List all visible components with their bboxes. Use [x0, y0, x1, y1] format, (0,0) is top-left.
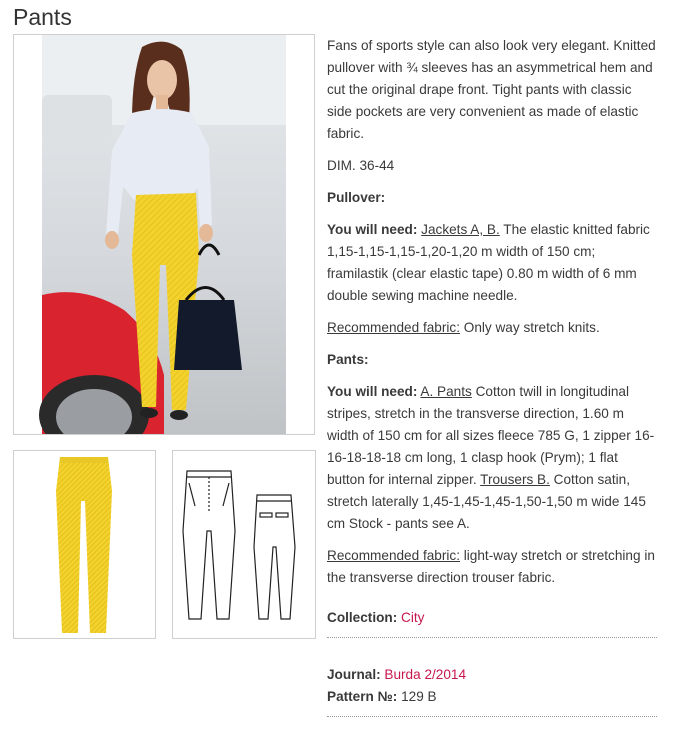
- pullover-heading: Pullover:: [327, 190, 386, 205]
- pattern-row: [327, 686, 659, 708]
- main-photo[interactable]: [13, 34, 315, 435]
- pattern-sketch-illustration: [173, 451, 315, 638]
- a-pants-link[interactable]: A. Pants: [420, 384, 472, 399]
- description-panel: [327, 35, 659, 717]
- journal-label: Journal:: [327, 667, 381, 682]
- journal-link[interactable]: Burda 2/2014: [384, 667, 467, 682]
- pattern-value: 129 B: [401, 689, 437, 704]
- recommended-fabric-link-1[interactable]: Recommended fabric:: [327, 320, 460, 335]
- page-title: Pants: [13, 4, 72, 30]
- technical-drawing[interactable]: [172, 450, 316, 639]
- pattern-label: Pattern №:: [327, 689, 398, 704]
- jackets-ab-link[interactable]: Jackets A, B.: [421, 222, 500, 237]
- pants-needs: [327, 381, 659, 535]
- pants-flat-illustration: [14, 451, 155, 638]
- recommended-fabric-link-2[interactable]: Recommended fabric:: [327, 548, 460, 563]
- model-photo-illustration: [14, 35, 314, 434]
- pullover-need-text: The elastic knitted fabric 1,15-1,15-1,15-1,20-1,20 m width of 150 cm; framilastik (clear elastic tape) 0.80 m width of 6 mm double sewing machine needle.: [327, 222, 650, 303]
- pullover-needs: [327, 219, 659, 307]
- intro-text: Fans of sports style can also look very elegant. Knitted pullover with ¾ sleeves has an asymmetrical hem and cut the original drape front. Tight pants with classic side pockets are very convenient as made of elastic fabric.: [327, 38, 656, 141]
- divider-2: [327, 716, 657, 717]
- pullover-fabric: [327, 317, 659, 339]
- collection-label: Collection:: [327, 610, 398, 625]
- pullover-fabric-text: Only way stretch knits.: [459, 320, 600, 335]
- pants-fabric-text: light-way stretch or stretching in the transverse direction trouser fabric.: [327, 548, 655, 585]
- collection-link[interactable]: City: [401, 610, 425, 625]
- pants-heading: Pants:: [327, 352, 369, 367]
- pants-need-label: You will need:: [327, 384, 418, 399]
- pants-fabric: [327, 545, 659, 589]
- journal-row: [327, 664, 659, 686]
- pants-need-text-b: Cotton satin, stretch laterally 1,45-1,45-1,45-1,50-1,50 m wide 145 cm Stock - pants see A.: [327, 472, 646, 531]
- dimensions-text: DIM. 36-44: [327, 158, 395, 173]
- collection-row: [327, 607, 659, 629]
- pullover-need-label: You will need:: [327, 222, 418, 237]
- trousers-b-link[interactable]: Trousers B.: [480, 472, 550, 487]
- pants-flat-photo[interactable]: [13, 450, 156, 639]
- pants-need-text-a: Cotton twill in longitudinal stripes, stretch in the transverse direction, 1.60 m width of 150 cm for all sizes fleece 785 G, 1 zipper 16-16-18-18-18 cm long, 1 clasp hook (Prym); 1 flat button for internal zipper.: [327, 384, 655, 487]
